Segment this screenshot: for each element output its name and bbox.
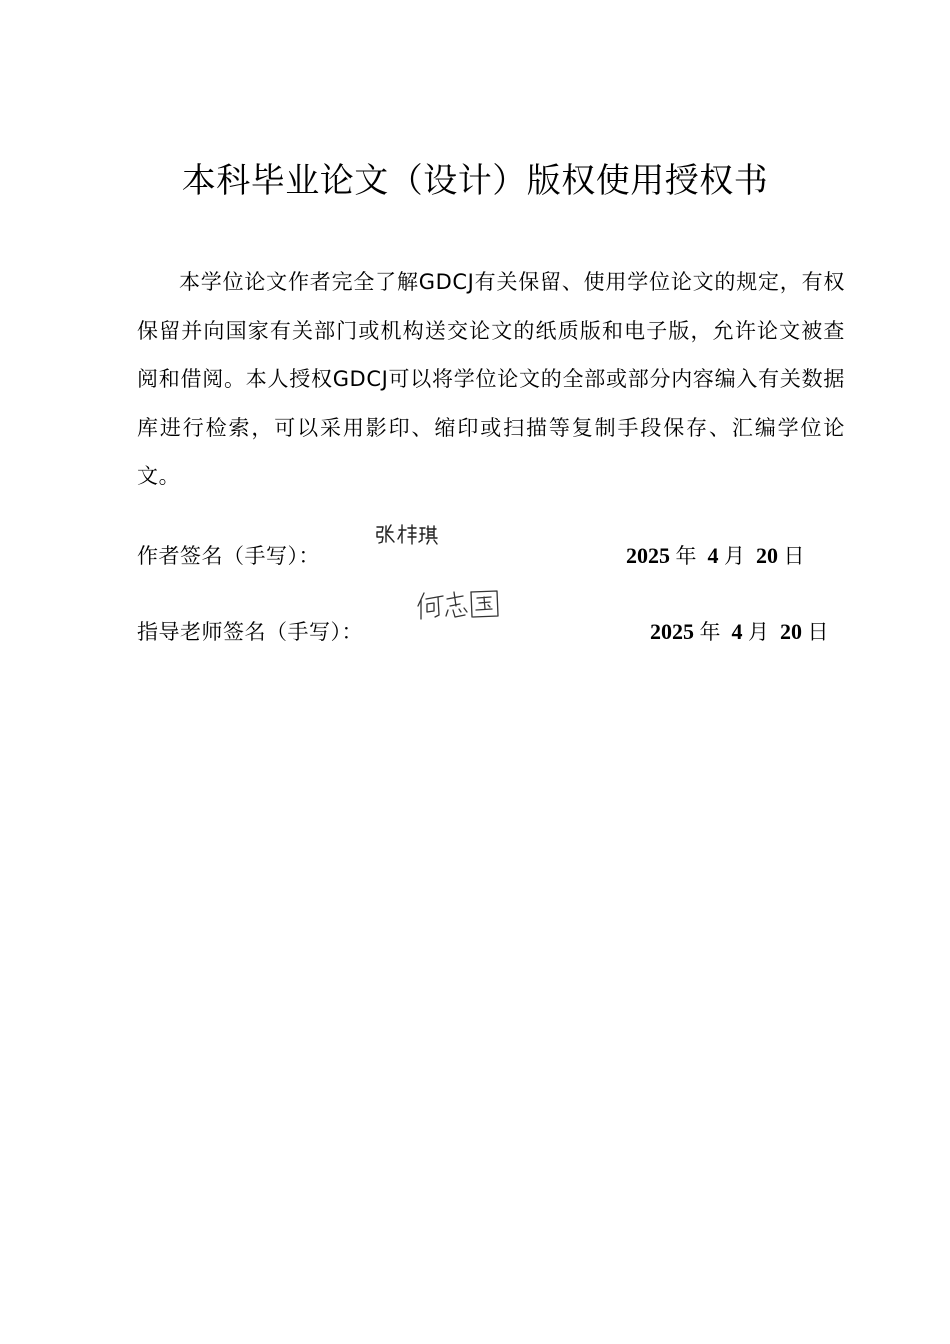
author-date-month: 4 (707, 543, 719, 568)
author-date-year-unit: 年 (675, 544, 697, 568)
author-date-year: 2025 (626, 543, 670, 568)
advisor-date-year: 2025 (650, 619, 694, 644)
author-date-day-unit: 日 (783, 544, 805, 568)
authorization-paragraph: 本学位论文作者完全了解GDCJ有关保留、使用学位论文的规定，有权保留并向国家有关部门或机构送交论文的纸质版和电子版，允许论文被查阅和借阅。本人授权GDCJ可以将学位论文的全部或部分内容编入有关数据库进行检索，可以采用影印、缩印或扫描等复制手段保存、汇编学位论文。 (137, 270, 845, 488)
author-signature-label: 作者签名（手写）： (137, 544, 320, 568)
advisor-date-day-unit: 日 (807, 620, 829, 644)
advisor-date-month-unit: 月 (748, 620, 769, 644)
page-title: 本科毕业论文（设计）版权使用授权书 (181, 161, 769, 201)
advisor-signature-date (650, 612, 829, 652)
advisor-date-year-unit: 年 (699, 620, 721, 644)
advisor-date-month: 4 (731, 619, 743, 644)
advisor-date-day: 20 (780, 619, 802, 644)
author-signature-row (137, 536, 837, 576)
advisor-signature-label: 指导老师签名（手写）： (137, 620, 363, 644)
author-handwritten-signature (374, 522, 440, 548)
author-signature-date (626, 536, 805, 576)
advisor-handwritten-signature (413, 588, 505, 624)
author-date-day: 20 (756, 543, 778, 568)
author-date-month-unit: 月 (724, 544, 745, 568)
